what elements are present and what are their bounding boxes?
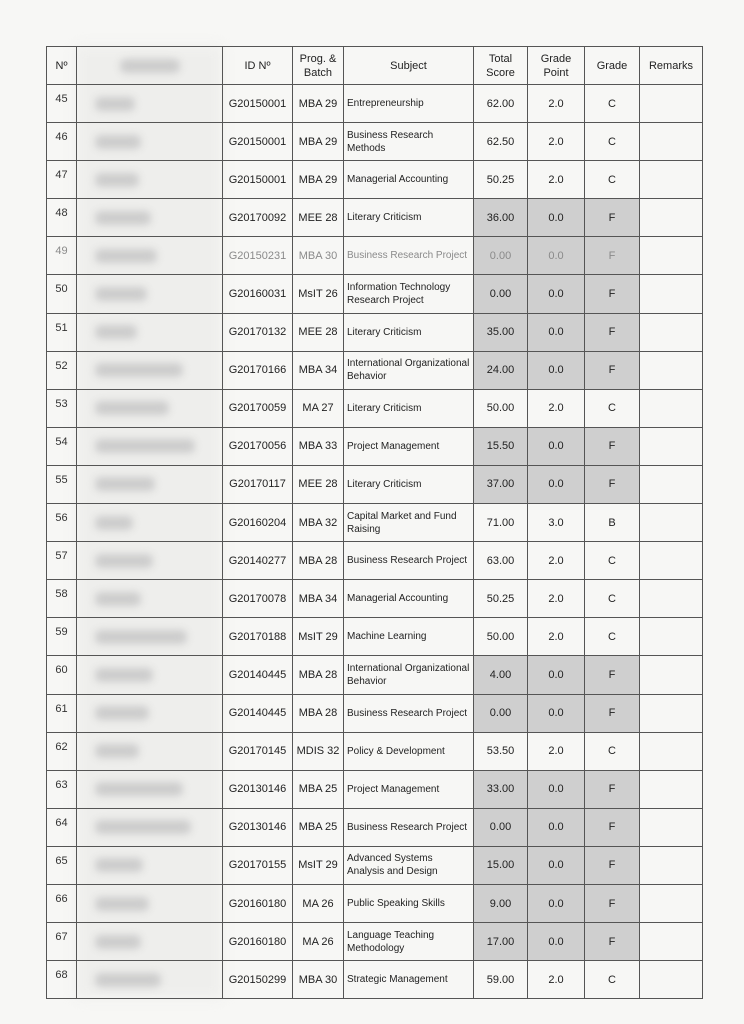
header-grade-point: Grade Point	[528, 47, 585, 85]
subject-name: Public Speaking Skills	[344, 884, 474, 922]
redaction-blur	[95, 668, 153, 682]
subject-name: Project Management	[344, 770, 474, 808]
total-score: 17.00	[474, 923, 528, 961]
table-row	[47, 884, 703, 922]
total-score: 35.00	[474, 313, 528, 351]
total-score: 15.00	[474, 846, 528, 884]
total-score: 36.00	[474, 199, 528, 237]
total-score: 0.00	[474, 808, 528, 846]
table-row	[47, 237, 703, 275]
subject-name: Literary Criticism	[344, 199, 474, 237]
student-id: G20170056	[223, 427, 293, 465]
remarks-cell	[640, 465, 703, 503]
redaction-blur	[95, 706, 149, 720]
remarks-cell	[640, 884, 703, 922]
row-number: 50	[47, 275, 77, 313]
row-number: 59	[47, 618, 77, 656]
redaction-blur	[95, 744, 139, 758]
remarks-cell	[640, 656, 703, 694]
program-batch: MsIT 26	[293, 275, 344, 313]
student-id: G20170059	[223, 389, 293, 427]
header-name-redacted	[77, 47, 223, 85]
redaction-blur	[95, 554, 153, 568]
remarks-cell	[640, 770, 703, 808]
row-number: 67	[47, 923, 77, 961]
program-batch: MA 26	[293, 884, 344, 922]
row-number: 65	[47, 846, 77, 884]
table-row	[47, 808, 703, 846]
student-id: G20170078	[223, 580, 293, 618]
redaction-blur	[95, 820, 191, 834]
row-number: 51	[47, 313, 77, 351]
redaction-blur	[95, 439, 195, 453]
program-batch: MBA 34	[293, 351, 344, 389]
letter-grade: F	[585, 465, 640, 503]
total-score: 62.50	[474, 123, 528, 161]
student-name-redacted	[77, 770, 223, 808]
grade-point: 2.0	[528, 542, 585, 580]
program-batch: MsIT 29	[293, 846, 344, 884]
row-number: 61	[47, 694, 77, 732]
student-id: G20150001	[223, 123, 293, 161]
student-name-redacted	[77, 427, 223, 465]
row-number: 57	[47, 542, 77, 580]
subject-name: Policy & Development	[344, 732, 474, 770]
grade-point: 0.0	[528, 846, 585, 884]
student-id: G20130146	[223, 770, 293, 808]
grade-point: 2.0	[528, 123, 585, 161]
letter-grade: F	[585, 846, 640, 884]
row-number: 52	[47, 351, 77, 389]
student-name-redacted	[77, 808, 223, 846]
program-batch: MBA 25	[293, 770, 344, 808]
student-name-redacted	[77, 618, 223, 656]
student-name-redacted	[77, 656, 223, 694]
remarks-cell	[640, 846, 703, 884]
table-row	[47, 389, 703, 427]
student-name-redacted	[77, 884, 223, 922]
remarks-cell	[640, 808, 703, 846]
student-id: G20170155	[223, 846, 293, 884]
letter-grade: F	[585, 770, 640, 808]
table-row	[47, 732, 703, 770]
total-score: 33.00	[474, 770, 528, 808]
remarks-cell	[640, 427, 703, 465]
subject-name: Language Teaching Methodology	[344, 923, 474, 961]
program-batch: MBA 28	[293, 656, 344, 694]
letter-grade: F	[585, 923, 640, 961]
program-batch: MBA 33	[293, 427, 344, 465]
table-row	[47, 580, 703, 618]
program-batch: MDIS 32	[293, 732, 344, 770]
letter-grade: F	[585, 656, 640, 694]
letter-grade: F	[585, 427, 640, 465]
program-batch: MBA 32	[293, 504, 344, 542]
row-number: 53	[47, 389, 77, 427]
grade-point: 0.0	[528, 656, 585, 694]
student-id: G20140445	[223, 656, 293, 694]
program-batch: MBA 29	[293, 123, 344, 161]
student-id: G20140277	[223, 542, 293, 580]
table-row	[47, 542, 703, 580]
redaction-blur	[95, 287, 147, 301]
program-batch: MBA 28	[293, 542, 344, 580]
letter-grade: F	[585, 884, 640, 922]
total-score: 37.00	[474, 465, 528, 503]
remarks-cell	[640, 123, 703, 161]
letter-grade: C	[585, 580, 640, 618]
student-id: G20130146	[223, 808, 293, 846]
redaction-blur	[95, 935, 141, 949]
results-table	[46, 46, 703, 999]
table-row	[47, 123, 703, 161]
redaction-blur	[95, 97, 135, 111]
grade-point: 2.0	[528, 580, 585, 618]
redaction-blur	[95, 211, 151, 225]
subject-name: Business Research Project	[344, 694, 474, 732]
header-row	[47, 47, 703, 85]
program-batch: MEE 28	[293, 313, 344, 351]
redaction-blur	[95, 477, 155, 491]
header-no: Nº	[47, 47, 77, 85]
total-score: 9.00	[474, 884, 528, 922]
student-id: G20150001	[223, 85, 293, 123]
program-batch: MEE 28	[293, 465, 344, 503]
letter-grade: F	[585, 237, 640, 275]
student-name-redacted	[77, 161, 223, 199]
header-grade: Grade	[585, 47, 640, 85]
subject-name: Literary Criticism	[344, 465, 474, 503]
program-batch: MA 26	[293, 923, 344, 961]
program-batch: MBA 30	[293, 237, 344, 275]
row-number: 54	[47, 427, 77, 465]
letter-grade: F	[585, 694, 640, 732]
subject-name: Managerial Accounting	[344, 580, 474, 618]
program-batch: MBA 28	[293, 694, 344, 732]
header-id: ID Nº	[223, 47, 293, 85]
student-id: G20160031	[223, 275, 293, 313]
remarks-cell	[640, 923, 703, 961]
table-row	[47, 199, 703, 237]
student-name-redacted	[77, 85, 223, 123]
redaction-blur	[95, 516, 133, 530]
redaction-blur	[95, 782, 183, 796]
remarks-cell	[640, 732, 703, 770]
student-name-redacted	[77, 123, 223, 161]
program-batch: MBA 29	[293, 161, 344, 199]
student-id: G20170188	[223, 618, 293, 656]
total-score: 50.00	[474, 389, 528, 427]
row-number: 58	[47, 580, 77, 618]
grade-point: 0.0	[528, 465, 585, 503]
total-score: 59.00	[474, 961, 528, 999]
student-name-redacted	[77, 389, 223, 427]
student-name-redacted	[77, 694, 223, 732]
redaction-blur	[95, 858, 143, 872]
subject-name: Advanced Systems Analysis and Design	[344, 846, 474, 884]
student-id: G20170145	[223, 732, 293, 770]
table-row	[47, 770, 703, 808]
row-number: 46	[47, 123, 77, 161]
subject-name: Business Research Project	[344, 542, 474, 580]
redaction-blur	[95, 401, 169, 415]
remarks-cell	[640, 542, 703, 580]
remarks-cell	[640, 351, 703, 389]
letter-grade: C	[585, 123, 640, 161]
results-body	[47, 85, 703, 999]
row-number: 45	[47, 85, 77, 123]
total-score: 0.00	[474, 275, 528, 313]
letter-grade: C	[585, 389, 640, 427]
remarks-cell	[640, 618, 703, 656]
letter-grade: B	[585, 504, 640, 542]
row-number: 60	[47, 656, 77, 694]
grade-point: 0.0	[528, 770, 585, 808]
remarks-cell	[640, 580, 703, 618]
student-id: G20160180	[223, 884, 293, 922]
grade-point: 2.0	[528, 389, 585, 427]
letter-grade: C	[585, 161, 640, 199]
table-row	[47, 427, 703, 465]
table-row	[47, 161, 703, 199]
total-score: 50.25	[474, 580, 528, 618]
grade-point: 0.0	[528, 275, 585, 313]
letter-grade: C	[585, 732, 640, 770]
table-row	[47, 694, 703, 732]
table-row	[47, 351, 703, 389]
letter-grade: C	[585, 618, 640, 656]
student-name-redacted	[77, 237, 223, 275]
table-row	[47, 618, 703, 656]
letter-grade: C	[585, 85, 640, 123]
remarks-cell	[640, 161, 703, 199]
total-score: 62.00	[474, 85, 528, 123]
letter-grade: F	[585, 313, 640, 351]
grade-point: 3.0	[528, 504, 585, 542]
row-number: 64	[47, 808, 77, 846]
grade-point: 2.0	[528, 161, 585, 199]
student-id: G20160204	[223, 504, 293, 542]
redaction-blur	[95, 363, 183, 377]
redaction-blur	[95, 592, 141, 606]
program-batch: MBA 25	[293, 808, 344, 846]
grade-point: 0.0	[528, 237, 585, 275]
subject-name: Business Research Project	[344, 808, 474, 846]
student-name-redacted	[77, 961, 223, 999]
table-row	[47, 313, 703, 351]
program-batch: MBA 30	[293, 961, 344, 999]
total-score: 24.00	[474, 351, 528, 389]
letter-grade: F	[585, 808, 640, 846]
remarks-cell	[640, 961, 703, 999]
subject-name: International Organizational Behavior	[344, 656, 474, 694]
row-number: 48	[47, 199, 77, 237]
row-number: 47	[47, 161, 77, 199]
redaction-blur	[95, 249, 157, 263]
letter-grade: C	[585, 961, 640, 999]
student-id: G20170166	[223, 351, 293, 389]
student-id: G20140445	[223, 694, 293, 732]
letter-grade: C	[585, 542, 640, 580]
grade-point: 0.0	[528, 427, 585, 465]
letter-grade: F	[585, 275, 640, 313]
program-batch: MBA 34	[293, 580, 344, 618]
program-batch: MEE 28	[293, 199, 344, 237]
total-score: 0.00	[474, 237, 528, 275]
total-score: 15.50	[474, 427, 528, 465]
grade-point: 2.0	[528, 732, 585, 770]
remarks-cell	[640, 694, 703, 732]
row-number: 68	[47, 961, 77, 999]
total-score: 50.25	[474, 161, 528, 199]
row-number: 56	[47, 504, 77, 542]
grade-point: 0.0	[528, 694, 585, 732]
total-score: 4.00	[474, 656, 528, 694]
remarks-cell	[640, 85, 703, 123]
remarks-cell	[640, 199, 703, 237]
table-row	[47, 656, 703, 694]
student-name-redacted	[77, 465, 223, 503]
table-row	[47, 846, 703, 884]
header-remarks: Remarks	[640, 47, 703, 85]
row-number: 66	[47, 884, 77, 922]
total-score: 63.00	[474, 542, 528, 580]
remarks-cell	[640, 237, 703, 275]
redaction-blur	[95, 630, 187, 644]
subject-name: Managerial Accounting	[344, 161, 474, 199]
table-row	[47, 923, 703, 961]
student-name-redacted	[77, 542, 223, 580]
student-id: G20150231	[223, 237, 293, 275]
subject-name: Literary Criticism	[344, 389, 474, 427]
subject-name: Information Technology Research Project	[344, 275, 474, 313]
row-number: 62	[47, 732, 77, 770]
letter-grade: F	[585, 351, 640, 389]
header-prog-batch: Prog. & Batch	[293, 47, 344, 85]
letter-grade: F	[585, 199, 640, 237]
subject-name: Entrepreneurship	[344, 85, 474, 123]
subject-name: International Organizational Behavior	[344, 351, 474, 389]
student-name-redacted	[77, 504, 223, 542]
table-row	[47, 275, 703, 313]
subject-name: Strategic Management	[344, 961, 474, 999]
header-subject: Subject	[344, 47, 474, 85]
subject-name: Literary Criticism	[344, 313, 474, 351]
grade-point: 2.0	[528, 618, 585, 656]
table-row	[47, 465, 703, 503]
grade-point: 2.0	[528, 85, 585, 123]
remarks-cell	[640, 275, 703, 313]
subject-name: Project Management	[344, 427, 474, 465]
grade-point: 2.0	[528, 961, 585, 999]
student-id: G20150299	[223, 961, 293, 999]
total-score: 53.50	[474, 732, 528, 770]
program-batch: MBA 29	[293, 85, 344, 123]
total-score: 50.00	[474, 618, 528, 656]
grade-point: 0.0	[528, 351, 585, 389]
row-number: 55	[47, 465, 77, 503]
header-total-score: Total Score	[474, 47, 528, 85]
redaction-blur	[95, 973, 161, 987]
redaction-blur	[95, 135, 141, 149]
student-name-redacted	[77, 580, 223, 618]
student-name-redacted	[77, 199, 223, 237]
student-name-redacted	[77, 923, 223, 961]
total-score: 0.00	[474, 694, 528, 732]
student-id: G20170117	[223, 465, 293, 503]
grade-point: 0.0	[528, 808, 585, 846]
redaction-blur	[95, 325, 137, 339]
student-id: G20170132	[223, 313, 293, 351]
total-score: 71.00	[474, 504, 528, 542]
grade-point: 0.0	[528, 199, 585, 237]
subject-name: Business Research Methods	[344, 123, 474, 161]
remarks-cell	[640, 504, 703, 542]
table-row	[47, 85, 703, 123]
subject-name: Business Research Project	[344, 237, 474, 275]
subject-name: Machine Learning	[344, 618, 474, 656]
student-id: G20170092	[223, 199, 293, 237]
grade-point: 0.0	[528, 313, 585, 351]
remarks-cell	[640, 389, 703, 427]
grade-point: 0.0	[528, 923, 585, 961]
redaction-blur	[95, 897, 149, 911]
program-batch: MA 27	[293, 389, 344, 427]
table-row	[47, 504, 703, 542]
table-row	[47, 961, 703, 999]
row-number: 63	[47, 770, 77, 808]
student-id: G20150001	[223, 161, 293, 199]
student-id: G20160180	[223, 923, 293, 961]
student-name-redacted	[77, 313, 223, 351]
student-name-redacted	[77, 846, 223, 884]
student-name-redacted	[77, 351, 223, 389]
grade-point: 0.0	[528, 884, 585, 922]
program-batch: MsIT 29	[293, 618, 344, 656]
student-name-redacted	[77, 275, 223, 313]
row-number: 49	[47, 237, 77, 275]
remarks-cell	[640, 313, 703, 351]
student-name-redacted	[77, 732, 223, 770]
subject-name: Capital Market and Fund Raising	[344, 504, 474, 542]
redaction-blur	[95, 173, 139, 187]
